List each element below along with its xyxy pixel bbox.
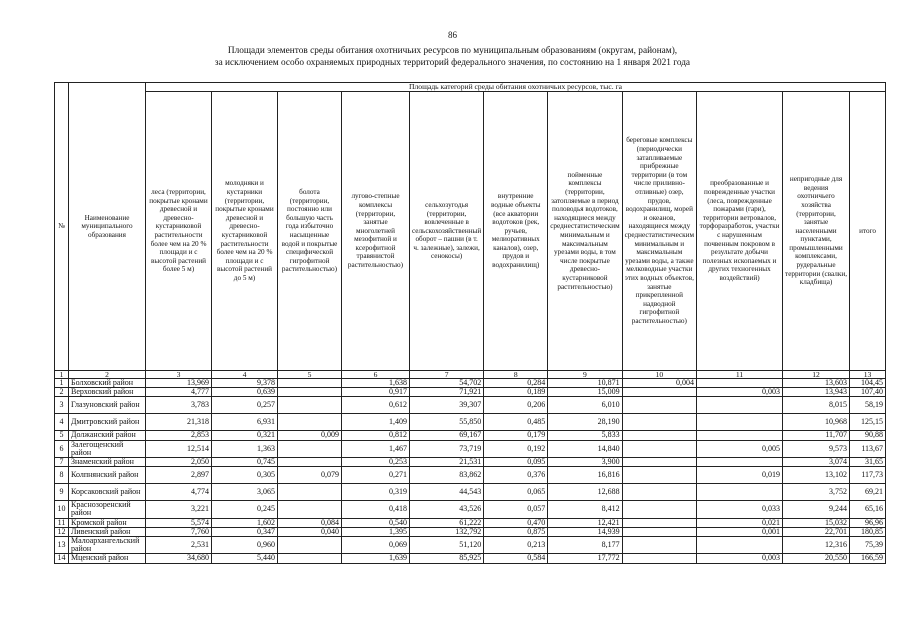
title-line-1: Площади элементов среды обитания охотничьих ресурсов по муниципальным образованиям (округам, районам),: [227, 46, 678, 56]
column-number: 10: [622, 371, 696, 379]
cell-value: 7,760: [146, 527, 212, 536]
cell-value: 9,573: [783, 440, 850, 457]
cell-value: 0,009: [278, 431, 342, 440]
municipality-name: Должанский район: [69, 431, 146, 440]
row-number: 6: [55, 440, 69, 457]
cell-value: 12,514: [146, 440, 212, 457]
cell-value: [622, 458, 696, 467]
municipality-name: Краснозоренский район: [69, 501, 146, 518]
cell-value: 21,318: [146, 414, 212, 431]
cell-value: 8,412: [548, 501, 622, 518]
cell-value: 3,783: [146, 397, 212, 414]
cell-value: 113,67: [850, 440, 886, 457]
header-category: итого: [850, 92, 886, 371]
cell-value: 75,39: [850, 537, 886, 554]
row-number: 7: [55, 458, 69, 467]
cell-value: 69,21: [850, 484, 886, 501]
cell-value: 1,409: [342, 414, 410, 431]
cell-value: 3,221: [146, 501, 212, 518]
column-number: 5: [278, 371, 342, 379]
cell-value: 0,917: [342, 388, 410, 397]
cell-value: 20,550: [783, 554, 850, 563]
cell-value: 1,639: [342, 554, 410, 563]
cell-value: [697, 458, 783, 467]
cell-value: 9,244: [783, 501, 850, 518]
cell-value: 44,543: [410, 484, 484, 501]
cell-value: 61,222: [410, 518, 484, 527]
table-row: [55, 440, 886, 457]
column-number: 7: [410, 371, 484, 379]
habitat-area-table: [54, 82, 886, 564]
column-number: 2: [69, 371, 146, 379]
header-group-area: Площадь категорий среды обитания охотничьих ресурсов, тыс. га: [146, 83, 886, 92]
cell-value: [622, 518, 696, 527]
cell-value: 43,526: [410, 501, 484, 518]
row-number: 3: [55, 397, 69, 414]
row-number: 9: [55, 484, 69, 501]
column-number: 9: [548, 371, 622, 379]
cell-value: 10,871: [548, 379, 622, 388]
cell-value: 10,968: [783, 414, 850, 431]
cell-value: 0,040: [278, 527, 342, 536]
header-category: леса (территории, покрытые кронами древесной и древесно-кустарниковой растительности более чем на 20 % площади и с высотой растений более 5 м): [146, 92, 212, 371]
table-row: [55, 379, 886, 388]
cell-value: [622, 414, 696, 431]
cell-value: 0,079: [278, 467, 342, 484]
cell-value: [697, 484, 783, 501]
cell-value: 13,943: [783, 388, 850, 397]
cell-value: 13,969: [146, 379, 212, 388]
cell-value: 6,010: [548, 397, 622, 414]
cell-value: 14,939: [548, 527, 622, 536]
column-number: 4: [212, 371, 278, 379]
cell-value: [622, 484, 696, 501]
column-number: 8: [484, 371, 548, 379]
header-category: молодняки и кустарники (территории, покрытые кронами древесной и древесно-кустарниковой растительности более чем на 20 % площади и с высотой растений до 5 м): [212, 92, 278, 371]
cell-value: 0,095: [484, 458, 548, 467]
cell-value: [622, 388, 696, 397]
row-number: 10: [55, 501, 69, 518]
cell-value: 1,395: [342, 527, 410, 536]
municipality-name: Залегощенский район: [69, 440, 146, 457]
header-category: сельхозугодья (территории, вовлеченные в сельскохозяйственный оборот – пашни (в т. ч. залежные), залежи, сенокосы): [410, 92, 484, 371]
cell-value: [697, 379, 783, 388]
table-row: [55, 554, 886, 563]
cell-value: 54,702: [410, 379, 484, 388]
cell-value: 0,213: [484, 537, 548, 554]
cell-value: 69,167: [410, 431, 484, 440]
header-category: береговые комплексы (периодически затапливаемые прибрежные территории (в том числе приливно-отливные) озер, прудов, водохранилищ, морей и океанов, находящиеся между среднестатистическим минимальным и максимальным урезами воды, а также мелководные участки этих водных объектов, занятые прикрепленной надводной гигрофитной растительностью): [622, 92, 696, 371]
cell-value: 11,707: [783, 431, 850, 440]
cell-value: 117,73: [850, 467, 886, 484]
cell-value: 85,925: [410, 554, 484, 563]
cell-value: 6,931: [212, 414, 278, 431]
municipality-name: Мценский район: [69, 554, 146, 563]
cell-value: 0,257: [212, 397, 278, 414]
cell-value: 17,772: [548, 554, 622, 563]
cell-value: [622, 554, 696, 563]
cell-value: 14,840: [548, 440, 622, 457]
cell-value: [622, 527, 696, 536]
cell-value: 0,347: [212, 527, 278, 536]
row-number: 1: [55, 379, 69, 388]
header-category: преобразованные и поврежденные участки (леса, поврежденные пожарами (гари), территории ветровалов, торфоразработок, участки с нарушенным почвенным покровом в результате добычи полезных ископаемых и других техногенных воздействий): [697, 92, 783, 371]
cell-value: 83,862: [410, 467, 484, 484]
cell-value: 0,960: [212, 537, 278, 554]
table-row: [55, 527, 886, 536]
cell-value: 0,065: [484, 484, 548, 501]
cell-value: 0,033: [697, 501, 783, 518]
cell-value: 3,065: [212, 484, 278, 501]
column-number-row: [55, 371, 886, 379]
cell-value: [278, 440, 342, 457]
row-number: 4: [55, 414, 69, 431]
cell-value: 8,015: [783, 397, 850, 414]
column-number: 6: [342, 371, 410, 379]
cell-value: 0,584: [484, 554, 548, 563]
cell-value: 0,875: [484, 527, 548, 536]
table-row: [55, 431, 886, 440]
cell-value: 2,531: [146, 537, 212, 554]
cell-value: 1,602: [212, 518, 278, 527]
header-municipality: Наименование муниципального образования: [69, 83, 146, 371]
cell-value: 0,179: [484, 431, 548, 440]
cell-value: 51,120: [410, 537, 484, 554]
cell-value: 0,084: [278, 518, 342, 527]
cell-value: 15,032: [783, 518, 850, 527]
cell-value: 2,050: [146, 458, 212, 467]
cell-value: [278, 388, 342, 397]
header-category: болота (территории, постоянно или большую часть года избыточно насыщенные водой и покрытые специфической гигрофитной растительностью): [278, 92, 342, 371]
cell-value: 0,069: [342, 537, 410, 554]
municipality-name: Ливенский район: [69, 527, 146, 536]
cell-value: 0,812: [342, 431, 410, 440]
header-no: №: [55, 83, 69, 371]
table-row: [55, 501, 886, 518]
cell-value: 1,467: [342, 440, 410, 457]
page-number: 86: [448, 30, 457, 40]
cell-value: 0,004: [622, 379, 696, 388]
cell-value: 12,688: [548, 484, 622, 501]
document-title: [0, 45, 905, 69]
cell-value: 12,316: [783, 537, 850, 554]
cell-value: 0,189: [484, 388, 548, 397]
municipality-name: Колпнянский район: [69, 467, 146, 484]
header-category: пойменные комплексы (территории, затопляемые в период половодья водотоков, находящиеся между среднестатистическим минимальным и максимальным урезами воды, в том числе покрытые древесно-кустарниковой растительностью): [548, 92, 622, 371]
cell-value: 0,470: [484, 518, 548, 527]
municipality-name: Малоархангельский район: [69, 537, 146, 554]
cell-value: 0,005: [697, 440, 783, 457]
cell-value: 31,65: [850, 458, 886, 467]
cell-value: 39,307: [410, 397, 484, 414]
cell-value: 0,019: [697, 467, 783, 484]
cell-value: 5,440: [212, 554, 278, 563]
municipality-name: Корсаковский район: [69, 484, 146, 501]
cell-value: 13,603: [783, 379, 850, 388]
cell-value: 4,777: [146, 388, 212, 397]
header-category: лугово-степные комплексы (территории, занятые многолетней мезофитной и ксерофитной травянистой растительностью): [342, 92, 410, 371]
cell-value: 8,177: [548, 537, 622, 554]
municipality-name: Знаменский район: [69, 458, 146, 467]
cell-value: 0,639: [212, 388, 278, 397]
table-row: [55, 484, 886, 501]
table-row: [55, 414, 886, 431]
cell-value: 12,421: [548, 518, 622, 527]
cell-value: [278, 379, 342, 388]
cell-value: 0,271: [342, 467, 410, 484]
cell-value: [278, 397, 342, 414]
table-row: [55, 397, 886, 414]
row-number: 8: [55, 467, 69, 484]
cell-value: 55,850: [410, 414, 484, 431]
column-number: 1: [55, 371, 69, 379]
row-number: 5: [55, 431, 69, 440]
cell-value: [622, 431, 696, 440]
cell-value: 132,792: [410, 527, 484, 536]
cell-value: 13,102: [783, 467, 850, 484]
cell-value: 9,378: [212, 379, 278, 388]
cell-value: 2,897: [146, 467, 212, 484]
cell-value: [278, 484, 342, 501]
cell-value: [622, 501, 696, 518]
cell-value: [697, 414, 783, 431]
cell-value: 0,206: [484, 397, 548, 414]
cell-value: 5,574: [146, 518, 212, 527]
cell-value: 0,540: [342, 518, 410, 527]
column-number: 3: [146, 371, 212, 379]
header-category: внутренние водные объекты (все акватории водотоков (рек, ручьев, мелиоративных каналов), озер, прудов и водохранилищ): [484, 92, 548, 371]
category-header-row: [55, 92, 886, 371]
cell-value: 0,612: [342, 397, 410, 414]
cell-value: 0,321: [212, 431, 278, 440]
cell-value: 16,816: [548, 467, 622, 484]
cell-value: 107,40: [850, 388, 886, 397]
cell-value: [697, 537, 783, 554]
cell-value: 166,59: [850, 554, 886, 563]
cell-value: 65,16: [850, 501, 886, 518]
cell-value: 34,680: [146, 554, 212, 563]
cell-value: [697, 431, 783, 440]
cell-value: 0,192: [484, 440, 548, 457]
row-number: 2: [55, 388, 69, 397]
cell-value: [278, 501, 342, 518]
cell-value: 22,701: [783, 527, 850, 536]
table-row: [55, 537, 886, 554]
cell-value: 73,719: [410, 440, 484, 457]
cell-value: 71,921: [410, 388, 484, 397]
municipality-name: Верховский район: [69, 388, 146, 397]
cell-value: [278, 458, 342, 467]
column-number: 13: [850, 371, 886, 379]
municipality-name: Кромской район: [69, 518, 146, 527]
cell-value: [697, 397, 783, 414]
cell-value: [278, 414, 342, 431]
row-number: 14: [55, 554, 69, 563]
municipality-name: Дмитровский район: [69, 414, 146, 431]
header-category: непригодные для ведения охотничьего хозяйства (территории, занятые населенными пунктами, промышленными комплексами, рудеральные территории (свалки, кладбища): [783, 92, 850, 371]
cell-value: 0,021: [697, 518, 783, 527]
title-line-2: за исключением особо охраняемых природных территорий федерального значения, по состоянию на 1 января 2021 года: [214, 58, 691, 68]
cell-value: 0,001: [697, 527, 783, 536]
row-number: 11: [55, 518, 69, 527]
column-number: 11: [697, 371, 783, 379]
cell-value: 1,638: [342, 379, 410, 388]
cell-value: 58,19: [850, 397, 886, 414]
table-row: [55, 458, 886, 467]
cell-value: 3,074: [783, 458, 850, 467]
municipality-name: Глазуновский район: [69, 397, 146, 414]
cell-value: 0,253: [342, 458, 410, 467]
cell-value: 125,15: [850, 414, 886, 431]
cell-value: 21,531: [410, 458, 484, 467]
column-number: 12: [783, 371, 850, 379]
row-number: 12: [55, 527, 69, 536]
cell-value: [622, 467, 696, 484]
cell-value: 0,319: [342, 484, 410, 501]
cell-value: [278, 554, 342, 563]
municipality-name: Болховский район: [69, 379, 146, 388]
table-row: [55, 388, 886, 397]
cell-value: 0,057: [484, 501, 548, 518]
cell-value: 15,009: [548, 388, 622, 397]
cell-value: 0,305: [212, 467, 278, 484]
cell-value: 0,245: [212, 501, 278, 518]
cell-value: 180,85: [850, 527, 886, 536]
cell-value: 1,363: [212, 440, 278, 457]
cell-value: 104,45: [850, 379, 886, 388]
cell-value: [278, 537, 342, 554]
cell-value: [622, 440, 696, 457]
cell-value: 4,774: [146, 484, 212, 501]
cell-value: 28,190: [548, 414, 622, 431]
cell-value: 0,003: [697, 388, 783, 397]
cell-value: 96,96: [850, 518, 886, 527]
cell-value: [622, 537, 696, 554]
cell-value: 3,900: [548, 458, 622, 467]
cell-value: 3,752: [783, 484, 850, 501]
table-row: [55, 518, 886, 527]
cell-value: 2,853: [146, 431, 212, 440]
cell-value: 0,745: [212, 458, 278, 467]
cell-value: 0,485: [484, 414, 548, 431]
cell-value: [622, 397, 696, 414]
table-body: [55, 371, 886, 564]
cell-value: 5,833: [548, 431, 622, 440]
cell-value: 0,376: [484, 467, 548, 484]
cell-value: 0,284: [484, 379, 548, 388]
cell-value: 0,418: [342, 501, 410, 518]
cell-value: 0,003: [697, 554, 783, 563]
row-number: 13: [55, 537, 69, 554]
table-row: [55, 467, 886, 484]
cell-value: 90,88: [850, 431, 886, 440]
